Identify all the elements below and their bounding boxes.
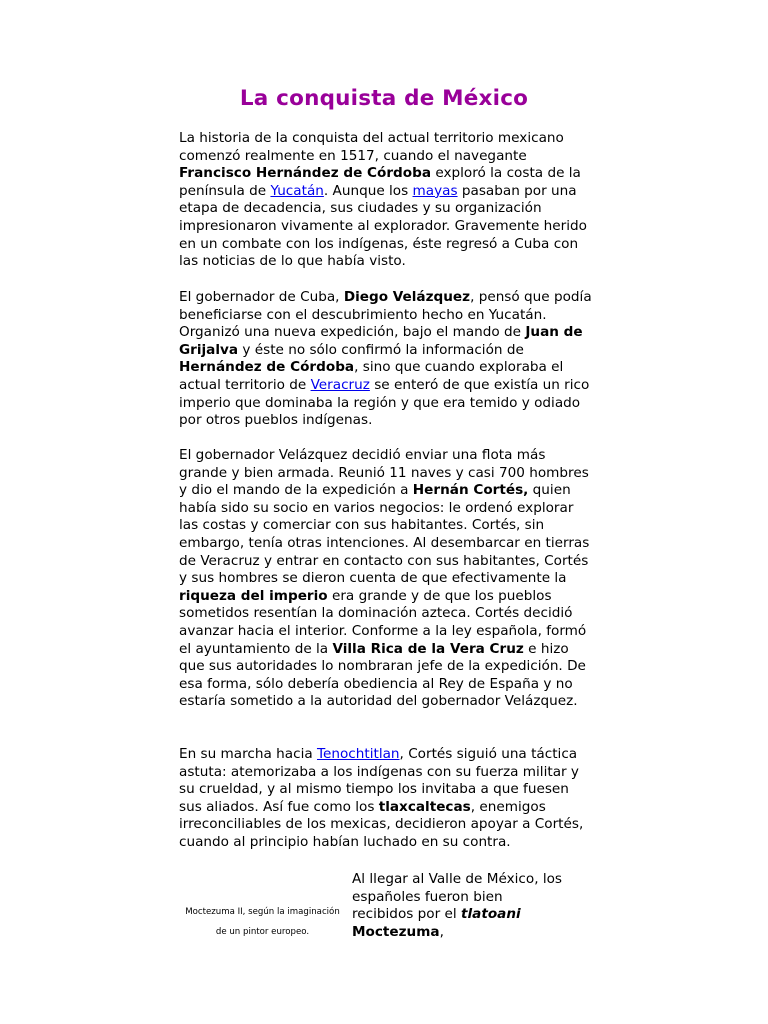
p1-text-2: exploró la costa de la península de xyxy=(179,165,581,199)
paragraph-3 xyxy=(179,447,594,711)
p1-text-4: pasaban por una etapa de decadencia, sus ciudades y su organización impresionaron vivamente al explorador. Gravemente herido en un combate con los indígenas, éste regresó a Cuba con las noticias de lo que había visto. xyxy=(179,182,587,270)
link-veracruz[interactable]: Veracruz xyxy=(310,376,370,393)
p2-bold-diego-velazquez: Diego Velázquez xyxy=(343,289,471,305)
p3-text-3: era grande y de que los pueblos sometidos resentían la dominación azteca. Cortés decidió avanzar hacia el interior. Conforme a la ley española, formó el ayuntamiento de la xyxy=(179,587,587,657)
p5-text-1: Al llegar al Valle de México, los españoles fueron bien recibidos por el xyxy=(352,871,563,923)
link-yucatan[interactable]: Yucatán xyxy=(270,182,324,199)
link-mayas[interactable]: mayas xyxy=(412,182,458,199)
p2-text-3: y éste no sólo confirmó la información de xyxy=(238,341,524,358)
paragraph-4 xyxy=(179,746,594,852)
p3-bold-riqueza-del-imperio: riqueza del imperio xyxy=(179,587,328,604)
p4-text-2: , Cortés siguió una táctica astuta: atemorizaba a los indígenas con su fuerza militar y su crueldad, y al mismo tiempo los invitaba a que fuesen sus aliados. Así fue como los xyxy=(179,746,579,815)
p1-text-1: La historia de la conquista del actual territorio mexicano comenzó realmente en 1517, cuando el navegante xyxy=(179,130,564,164)
p2-bold-juan-de-grijalva: Juan de Grijalva xyxy=(179,324,583,358)
caption-line-1: Moctezuma II, según la imaginación xyxy=(185,907,340,917)
p3-bold-hernan-cortes: Hernán Cortés, xyxy=(412,482,529,499)
p3-text-2: quien había sido su socio en varios negocios: le ordenó explorar las costas y comerciar con sus habitantes. Cortés, sin embargo, tenía otras intenciones. Al desembarcar en tierras de Veracruz y entrar en contacto con sus habitantes, Cortés y sus hombres se dieron cuenta de que efectivamente la xyxy=(179,482,590,587)
p3-text-1: El gobernador Velázquez decidió enviar una flota más grande y bien armada. Reunió 11 naves y casi 700 hombres y dio el mando de la expedición a xyxy=(179,447,589,499)
caption-line-2: de un pintor europeo. xyxy=(215,927,310,937)
p4-text-1: En su marcha hacia xyxy=(179,746,317,762)
image-caption xyxy=(170,902,355,942)
page-title: La conquista de México xyxy=(239,86,529,111)
p1-text-3: . Aunque los xyxy=(323,182,413,199)
p5-text-3: , xyxy=(439,923,444,940)
p2-text-2: , pensó que podía beneficiarse con el descubrimiento hecho en Yucatán. Organizó una nueva expedición, bajo el mando de xyxy=(179,289,592,341)
paragraph-1 xyxy=(179,130,594,271)
p1-bold-hernandez-de-cordoba: Francisco Hernández de Córdoba xyxy=(179,165,432,182)
paragraph-2 xyxy=(179,289,594,430)
p5-bold-moctezuma: Moctezuma xyxy=(352,923,440,940)
paragraph-5 xyxy=(352,871,567,941)
p2-text-1: El gobernador de Cuba, xyxy=(179,289,344,305)
p3-text-4: e hizo que sus autoridades lo nombraran jefe de la expedición. De esa forma, sólo debería obediencia al Rey de España y no estaría sometido a la autoridad del gobernador Velázquez. xyxy=(179,640,586,710)
p2-bold-hernandez-de-cordoba: Hernández de Córdoba xyxy=(179,359,355,376)
p4-text-3: , enemigos irreconciliables de los mexicas, decidieron apoyar a Cortés, cuando al principio habían luchado en su contra. xyxy=(179,798,584,850)
p2-text-4: , sino que cuando exploraba el actual territorio de xyxy=(179,359,564,393)
link-tenochtitlan[interactable]: Tenochtitlan xyxy=(317,746,400,762)
p5-italic-tlatoani: tlatoani xyxy=(460,906,521,923)
p3-bold-villa-rica: Villa Rica de la Vera Cruz xyxy=(332,640,524,657)
p2-text-5: se enteró de que existía un rico imperio que dominaba la región y que era temido y odiado por otros pueblos indígenas. xyxy=(179,376,590,429)
p4-bold-tlaxcaltecas: tlaxcaltecas xyxy=(378,798,471,815)
